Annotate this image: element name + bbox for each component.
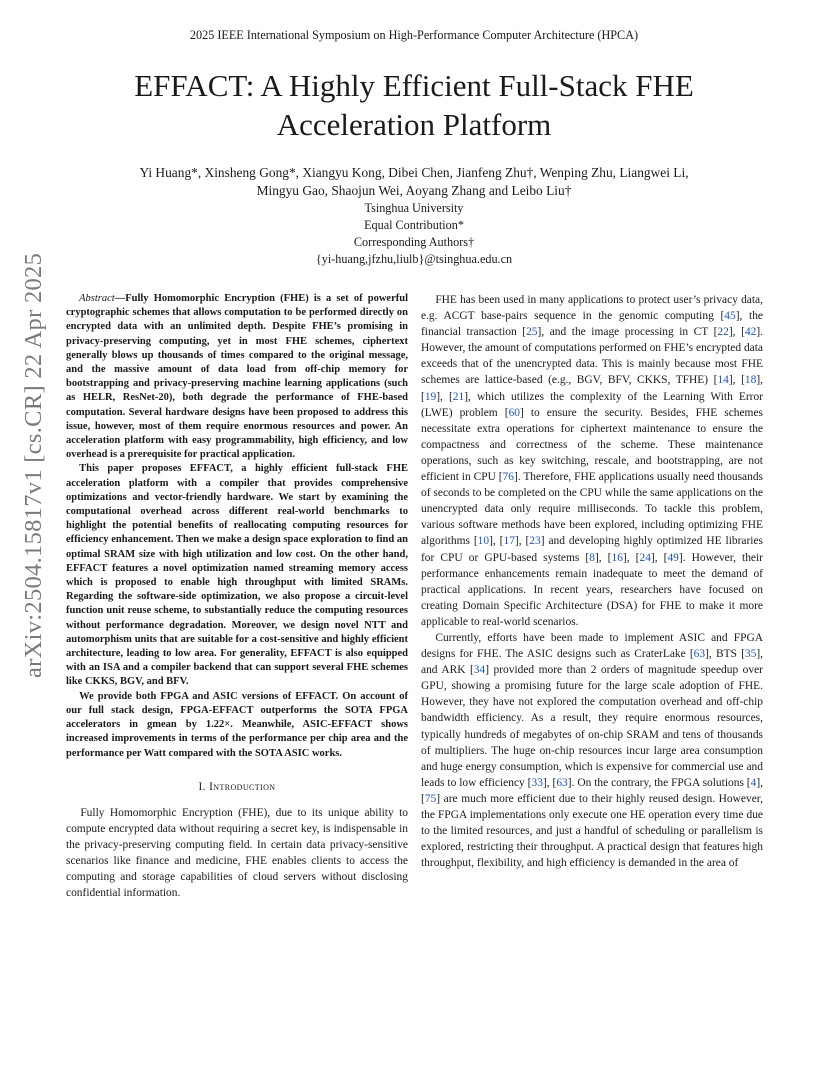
authors-line-2: Mingyu Gao, Shaojun Wei, Aoyang Zhang and Leibo Liu† <box>256 182 572 198</box>
conference-header: 2025 IEEE International Symposium on High-Performance Computer Architecture (HPCA) <box>189 28 639 42</box>
intro-paragraph-2: FHE has been used in many applications to protect user’s privacy data, e.g. ACGT base-pairs sequence in the genomic computing [45], the financial transaction [25], and the image processing in CT [22], [42]. However, the amount of computations performed on FHE’s encrypted data exceeds that of the unencrypted data. This is mainly because most FHE schemes are lattice-based (e.g., BGV, BFV, CKKS, TFHE) [14], [18], [19], [21], which utilizes the complexity of the Learning With Error (LWE) problem [60] to ensure the security. Besides, FHE schemes necessitate extra operations for ciphertext maintenance to ensure the compactness and correctness of the scheme. These maintenance operations, such as key switching, rescale, and bootstrapping, are not efficient in CPU [76]. Therefore, FHE applications usually need thousands of seconds to be completed on the CPU while the same applications on the unencrypted data only require milliseconds. To tackle this problem, various software methods have been explored, including optimizing FHE algorithms [10], [17], [23] and developing highly optimized HE libraries for CPU or GPU-based systems [8], [16], [24], [49]. However, their performance enhancements remain inadequate to meet the demand of practical applications. In recent years, researchers have focused on creating Domain Specific Architecture (DSA) for FHE to make it more applicable to real-world scenarios. <box>421 294 763 628</box>
right-column <box>421 292 763 871</box>
equal-contribution-note: Equal Contribution* <box>364 218 464 232</box>
affiliation: Tsinghua University <box>364 201 464 215</box>
section-heading-introduction: I. Introduction <box>198 780 276 793</box>
paper-title: EFFACT: A Highly Efficient Full-Stack FHE Acceleration Platform <box>134 68 694 142</box>
abstract <box>66 292 408 761</box>
author-emails: {yi-huang,jfzhu,liulb}@tsinghua.edu.cn <box>315 252 513 266</box>
intro-paragraph-3: Currently, efforts have been made to implement ASIC and FPGA designs for FHE. The ASIC designs such as CraterLake [63], BTS [35], and ARK [34] provided more than 2 orders of magnitude speedup over GPU, showing a promising future for the large scale adoption of FHE. However, they have not explored the computation overhead and off-chip bandwidth efficiency. As a result, they require enormous resources, typically hundreds of megabytes of on-chip SRAM and tens of thousands of multipliers. The huge on-chip resources incur large area consumption and huge energy consumption, which is expensive for commercial use and leads to low efficiency [33], [63]. On the contrary, the FPGA solutions [4], [75] are much more efficient due to their highly reused design. However, the FPGA implementations only execute one HE operation every time due to the limited resources, and just a handful of scheduling or parallelism is explored, restricting their throughput. A practical design that features high throughput, flexibility, and high efficiency is demanded in the area of <box>421 631 764 870</box>
left-column <box>66 292 408 901</box>
corresponding-authors-note: Corresponding Authors† <box>353 235 475 249</box>
abstract-paragraph-2: This paper proposes EFFACT, a highly efficient full-stack FHE acceleration platform with a compiler that provides comprehensive optimizations and vector-friendly hardware. We start by examining the computational overhead across different real-world benchmarks to highlight the potential benefits of reallocating computing resources for efficiency enhancement. Then we make a design space exploration to find an optimal SRAM size with high utilization and low cost. On the other hand, EFFACT features a novel optimization named streaming memory access which is proposed to enable high throughput with limited SRAMs. Regarding the software-side optimization, we also propose a circuit-level function unit reuse scheme, to substantially reduce the computing resources without performance degradation. Moreover, we design novel NTT and automorphism units that are suitable for a cost-sensitive and highly efficient architecture, leading to low area. For generality, EFFACT is also equipped with an ISA and a compiler backend that can support several FHE schemes like CKKS, BGV, and BFV. <box>66 463 408 688</box>
authors-line-1: Yi Huang*, Xinsheng Gong*, Xiangyu Kong, Dibei Chen, Jianfeng Zhu†, Wenping Zhu, Liangwei Li, <box>139 165 689 180</box>
abstract-paragraph-1: —Fully Homomorphic Encryption (FHE) is a set of powerful cryptographic schemes that allows computation to be performed directly on encrypted data with an unlimited depth. Despite FHE’s promising in privacy-preserving computing, yet in most FHE schemes, ciphertext generally blows up thousands of times compared to the original message, and the massive amount of data load from off-chip memory for bootstrapping and privacy-preserving machine learning applications (such as HELR, ResNet-20), both degrade the performance of FHE-based computation. Several hardware designs have been proposed to address this issue, however, most of them require enormous resources and power. An acceleration platform with easy programmability, high efficiency, and low overhead is a prerequisite for practical application. <box>66 293 408 461</box>
intro-paragraph-1: Fully Homomorphic Encryption (FHE), due to its unique ability to compute encrypted data without requiring a secret key, is indispensable in the privacy-preserving computing field. In certain data privacy-sensitive scenarios like finance and medicine, FHE enables clients to access the computing and storage capabilities of cloud servers without disclosing confidential information. <box>66 806 408 900</box>
affiliations <box>214 200 614 268</box>
arxiv-identifier: arXiv:2504.15817v1 [cs.CR] 22 Apr 2025 <box>20 252 47 678</box>
abstract-label: Abstract <box>79 293 115 304</box>
abstract-paragraph-3: We provide both FPGA and ASIC versions of EFFACT. On account of our full stack design, FPGA-EFFACT outperforms the SOTA FPGA accelerators in gmean by 1.22×. Meanwhile, ASIC-EFFACT shows increased improvements in terms of the performance per chip area and the performance per Watt compared with the SOTA ASIC works. <box>66 690 408 759</box>
author-list <box>70 164 758 199</box>
